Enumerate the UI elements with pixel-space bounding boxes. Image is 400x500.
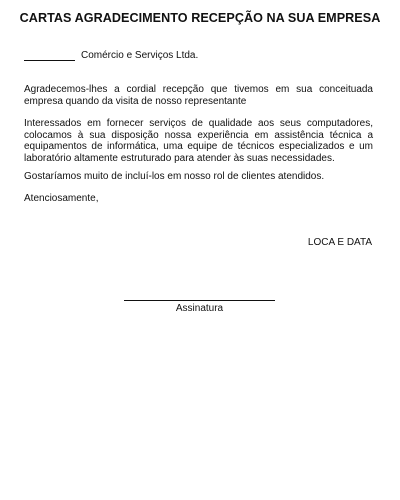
paragraph-services: Interessados em fornecer serviços de qualidade aos seus computadores, colocamos à sua disposição nossa experiência em assistência técnica a equipamentos de informática, uma equipe de técnicos especializados e um laboratório altamente estruturado para atender às suas necessidades. bbox=[24, 118, 373, 164]
recipient-blank-line bbox=[24, 51, 75, 61]
closing-salutation: Atenciosamente, bbox=[24, 193, 99, 204]
recipient-line bbox=[24, 50, 198, 61]
document-title: CARTAS AGRADECIMENTO RECEPÇÃO NA SUA EMPRESA bbox=[19, 11, 381, 25]
signature-line bbox=[124, 300, 275, 301]
signature-label: Assinatura bbox=[175, 303, 224, 314]
place-date: LOCA E DATA bbox=[307, 237, 372, 248]
recipient-company: Comércio e Serviços Ltda. bbox=[81, 50, 199, 61]
paragraph-clients: Gostaríamos muito de incluí-los em nosso rol de clientes atendidos. bbox=[24, 171, 325, 182]
paragraph-thanks: Agradecemos-lhes a cordial recepção que tivemos em sua conceituada empresa quando da visita de nosso representante bbox=[24, 84, 373, 107]
